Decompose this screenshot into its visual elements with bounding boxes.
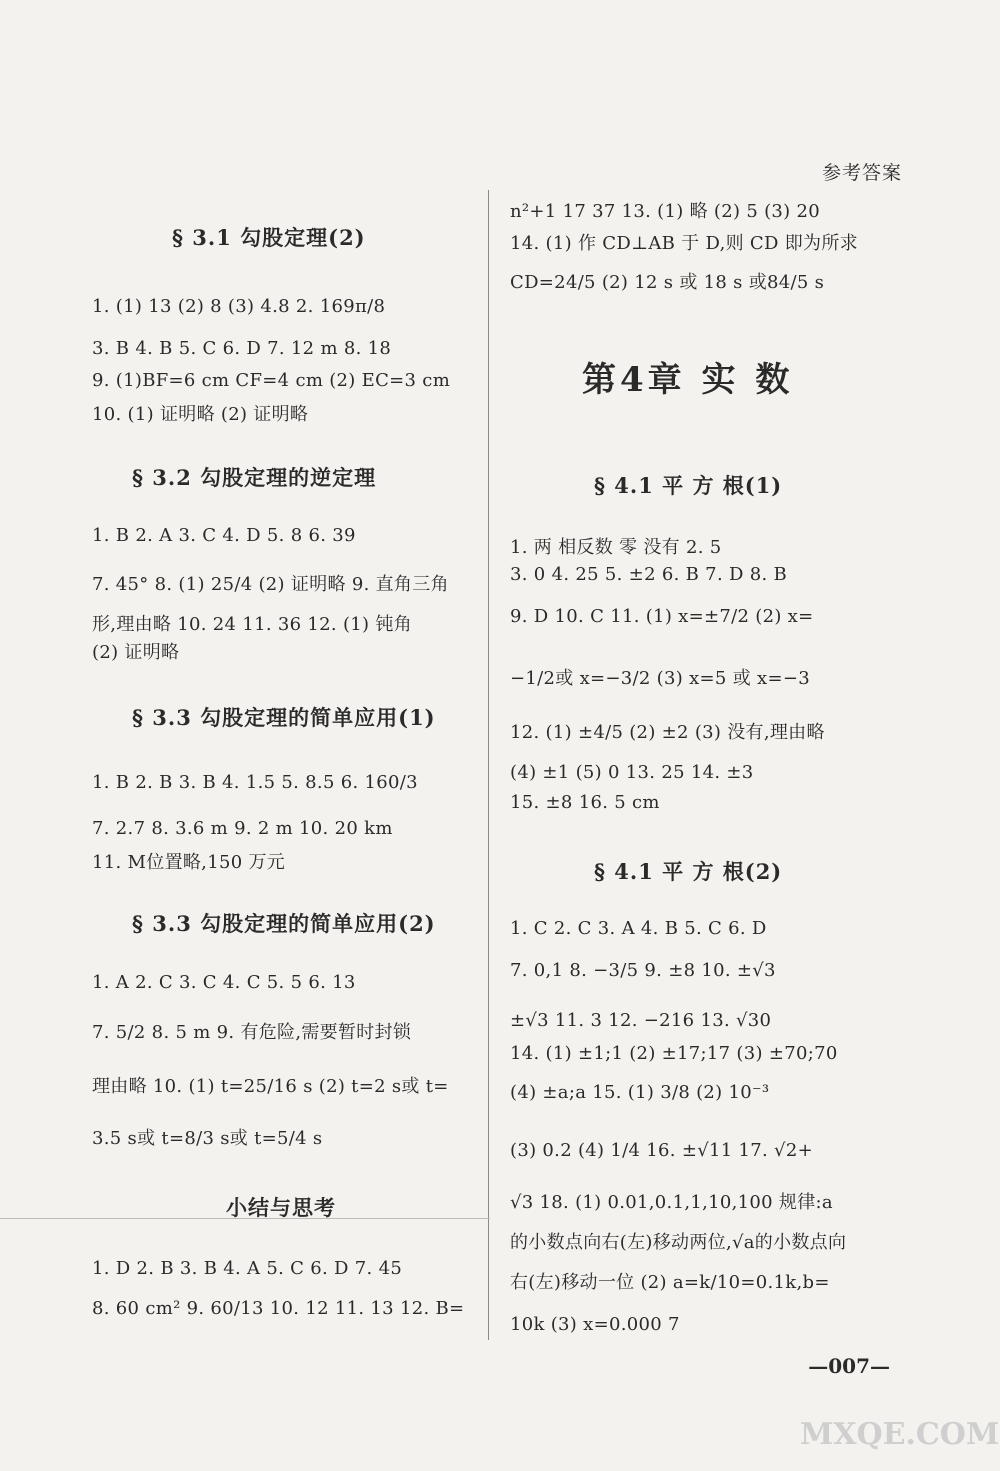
answer-line: 7. 5/2 8. 5 m 9. 有危险,需要暂时封锁	[92, 1022, 412, 1043]
watermark-logo: MXQE.COM	[800, 1417, 1000, 1452]
section-title: 小结与思考	[226, 1195, 336, 1220]
answer-line: √3 18. (1) 0.01,0.1,1,10,100 规律:a	[510, 1192, 833, 1213]
chapter-title: 第4章 实 数	[582, 360, 794, 400]
answer-line: ±√3 11. 3 12. −216 13. √30	[510, 1010, 772, 1031]
answer-line: (2) 证明略	[92, 642, 180, 663]
answer-line: 1. B 2. A 3. C 4. D 5. 8 6. 39	[92, 525, 356, 546]
section-title: § 3.1 勾股定理(2)	[172, 225, 366, 250]
page-header: 参考答案	[821, 162, 902, 184]
section-title: § 3.3 勾股定理的简单应用(2)	[132, 911, 436, 936]
answer-line: 理由略 10. (1) t=25/16 s (2) t=2 s或 t=	[92, 1076, 449, 1097]
answer-line: 8. 60 cm² 9. 60/13 10. 12 11. 13 12. B=	[92, 1298, 465, 1319]
answer-line: 14. (1) 作 CD⊥AB 于 D,则 CD 即为所求	[510, 233, 858, 254]
answer-line: n²+1 17 37 13. (1) 略 (2) 5 (3) 20	[510, 201, 821, 222]
answer-line: 的小数点向右(左)移动两位,√a的小数点向	[510, 1232, 847, 1253]
section-title: § 3.3 勾股定理的简单应用(1)	[132, 705, 436, 730]
answer-line: 1. A 2. C 3. C 4. C 5. 5 6. 13	[92, 972, 356, 993]
answer-line: 10. (1) 证明略 (2) 证明略	[92, 404, 309, 425]
answer-line: 3. 0 4. 25 5. ±2 6. B 7. D 8. B	[510, 564, 788, 585]
section-title: § 3.2 勾股定理的逆定理	[132, 465, 377, 490]
answer-line: 12. (1) ±4/5 (2) ±2 (3) 没有,理由略	[510, 722, 825, 743]
answer-line: 右(左)移动一位 (2) a=k/10=0.1k,b=	[510, 1272, 830, 1293]
answer-line: 1. (1) 13 (2) 8 (3) 4.8 2. 169π/8	[92, 296, 386, 317]
answer-line: 3. B 4. B 5. C 6. D 7. 12 m 8. 18	[92, 338, 392, 359]
answer-line: 1. C 2. C 3. A 4. B 5. C 6. D	[510, 918, 767, 939]
answer-line: 9. (1)BF=6 cm CF=4 cm (2) EC=3 cm	[92, 370, 451, 391]
answer-line: 7. 0,1 8. −3/5 9. ±8 10. ±√3	[510, 960, 776, 981]
answer-line: (4) ±a;a 15. (1) 3/8 (2) 10⁻³	[510, 1082, 770, 1103]
answer-line: 1. B 2. B 3. B 4. 1.5 5. 8.5 6. 160/3	[92, 772, 418, 793]
answer-line: 14. (1) ±1;1 (2) ±17;17 (3) ±70;70	[510, 1043, 838, 1064]
page-number: —007—	[808, 1354, 890, 1378]
answer-line: (4) ±1 (5) 0 13. 25 14. ±3	[510, 762, 754, 783]
answer-line: −1/2或 x=−3/2 (3) x=5 或 x=−3	[510, 668, 810, 689]
column-divider	[488, 190, 489, 1340]
answer-line: 9. D 10. C 11. (1) x=±7/2 (2) x=	[510, 606, 814, 627]
answer-line: 7. 2.7 8. 3.6 m 9. 2 m 10. 20 km	[92, 818, 393, 839]
section-title: § 4.1 平 方 根(2)	[594, 859, 783, 884]
answer-line: 1. D 2. B 3. B 4. A 5. C 6. D 7. 45	[92, 1258, 403, 1279]
answer-line: 7. 45° 8. (1) 25/4 (2) 证明略 9. 直角三角	[92, 574, 449, 595]
answer-line: 11. M位置略,150 万元	[92, 852, 286, 873]
section-title: § 4.1 平 方 根(1)	[594, 473, 783, 498]
answer-line: 1. 两 相反数 零 没有 2. 5	[510, 537, 722, 558]
answer-line: (3) 0.2 (4) 1/4 16. ±√11 17. √2+	[510, 1140, 813, 1161]
answer-line: 形,理由略 10. 24 11. 36 12. (1) 钝角	[92, 614, 412, 635]
answer-line: 3.5 s或 t=8/3 s或 t=5/4 s	[92, 1128, 323, 1149]
answer-line: CD=24/5 (2) 12 s 或 18 s 或84/5 s	[510, 272, 825, 293]
answer-line: 10k (3) x=0.000 7	[510, 1314, 680, 1335]
answer-line: 15. ±8 16. 5 cm	[510, 792, 660, 813]
